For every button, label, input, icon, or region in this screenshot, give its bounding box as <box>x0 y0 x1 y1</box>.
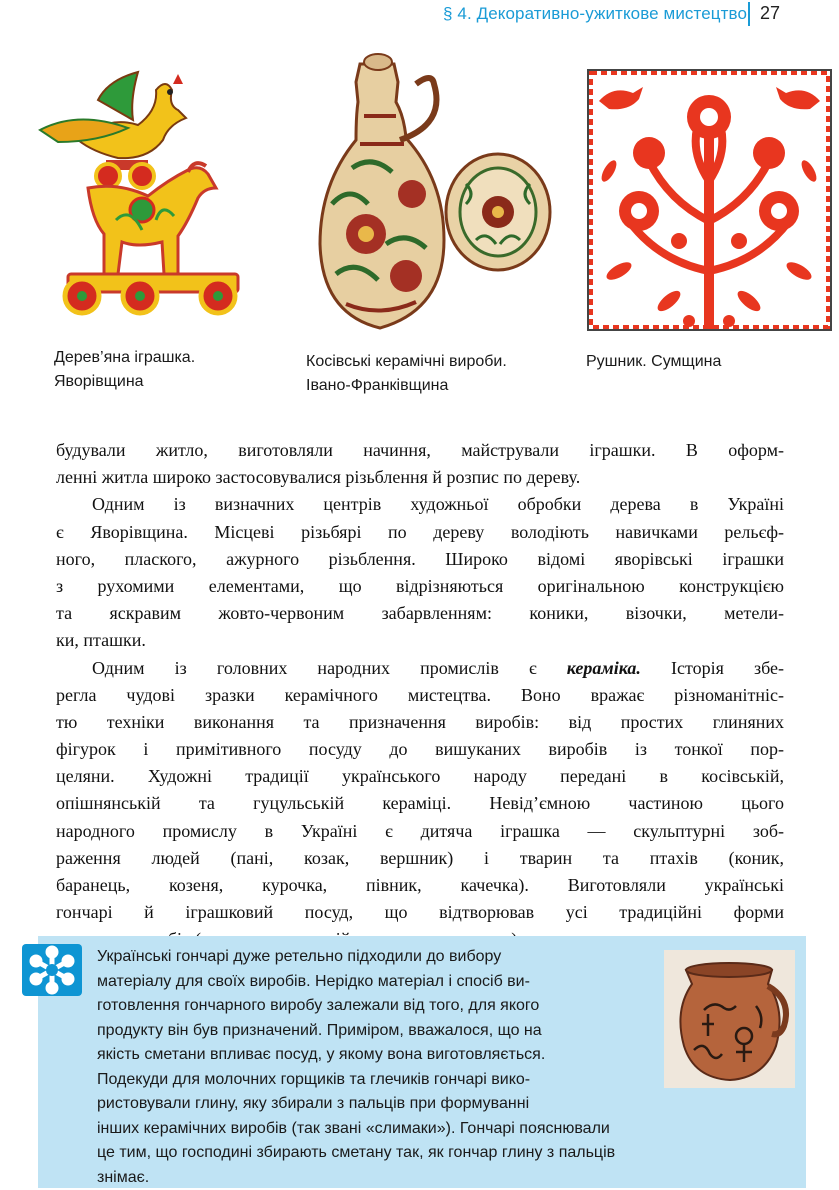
rushnyk-embroidery-image <box>587 69 832 331</box>
snowflake-info-icon <box>22 944 82 996</box>
text-line: ного, плаского, ажурного різьблення. Широко відомі яворівські іграшки <box>56 548 784 569</box>
text-line: є Яворівщина. Місцеві різьбярі по дереву володіють навичками рельєф- <box>56 521 784 542</box>
info-line: знімає. <box>97 1168 150 1186</box>
text-line: Одним із головних народних промислів є кераміка. Історія збе- <box>92 657 784 678</box>
text-line: будували житло, виготовляли начиння, майстрували іграшки. В оформ- <box>56 440 784 460</box>
text-line: з рухомими елементами, що відрізняються оригінальною конструкцією <box>56 575 784 596</box>
text-line: регла чудові зразки керамічного мистецтва. Воно вражає різноманітніс- <box>56 684 784 705</box>
keyword-ceramics: кераміка. <box>566 657 641 678</box>
clay-pot-image <box>664 950 795 1088</box>
text-line: народного промислу в Україні є дитяча іграшка — скульптурні зоб- <box>56 820 784 841</box>
text-line: тю техніки виконання та призначення виробів: від простих глиняних <box>56 711 784 732</box>
info-line: продукту він був призначений. Приміром, вважалося, що на <box>97 1021 542 1039</box>
info-line: інших керамічних виробів (так звані «слимаки»). Гончарі пояснювали <box>97 1119 610 1137</box>
info-line: Українські гончарі дуже ретельно підходили до вибору <box>97 948 502 965</box>
text-line: та яскравим жовто-червоним забарвленням: коники, візочки, метели- <box>56 603 784 624</box>
text-line: целяни. Художні традиції українського народу передані в косівській, <box>56 766 784 787</box>
text-line: Одним із визначних центрів художньої обробки дерева в Україні <box>92 494 784 515</box>
kosiv-ceramics-image <box>316 44 556 334</box>
info-line: Подекуди для молочних горщиків та глечиків гончарі вико- <box>97 1070 531 1088</box>
info-line: це тим, що господині збирають сметану так, як гончар глину з пальців <box>97 1144 616 1161</box>
text-line: раження людей (пані, козак, вершник) і тварин та птахів (коник, <box>56 847 784 868</box>
caption-kosiv-ceramics: Косівські керамічні вироби. Івано-Франківщина <box>306 353 507 394</box>
text-line: ки, пташки. <box>56 630 146 651</box>
info-line: матеріалу для своїх виробів. Нерідко матеріал і спосіб ви- <box>97 972 530 990</box>
page-number: 27 <box>760 3 781 23</box>
text-line: ленні житла широко застосовувалися різьблення й розпис по дереву. <box>56 467 581 488</box>
text-line: баранець, козеня, курочка, півник, качечка). Виготовляли українські <box>56 875 784 895</box>
info-line: якість сметани впливає посуд, у якому вона виготовляється. <box>97 1046 546 1063</box>
text-line: фігурок і примітивного посуду до вишуканих виробів із тонкої пор- <box>56 739 784 760</box>
info-line: готовлення гончарного виробу залежали від того, для якого <box>97 997 540 1014</box>
caption-rushnyk: Рушник. Сумщина <box>586 353 722 370</box>
caption-wooden-toy: Дерев’яна іграшка. Яворівщина <box>54 349 196 390</box>
section-title: § 4. Декоративно-ужиткове мистецтво <box>443 4 747 23</box>
info-line: ристовували глину, яку збирали з пальців при формуванні <box>97 1095 530 1112</box>
text-line: опішнянській та гуцульській кераміці. Невід’ємною частиною цього <box>56 793 784 814</box>
page-header <box>0 0 839 32</box>
info-text <box>97 945 757 1190</box>
text-line: гончарі й іграшковий посуд, що відтворював усі традиційні форми <box>56 902 784 923</box>
wooden-toy-image <box>38 70 248 332</box>
main-text <box>56 437 784 954</box>
header-divider <box>748 2 750 26</box>
